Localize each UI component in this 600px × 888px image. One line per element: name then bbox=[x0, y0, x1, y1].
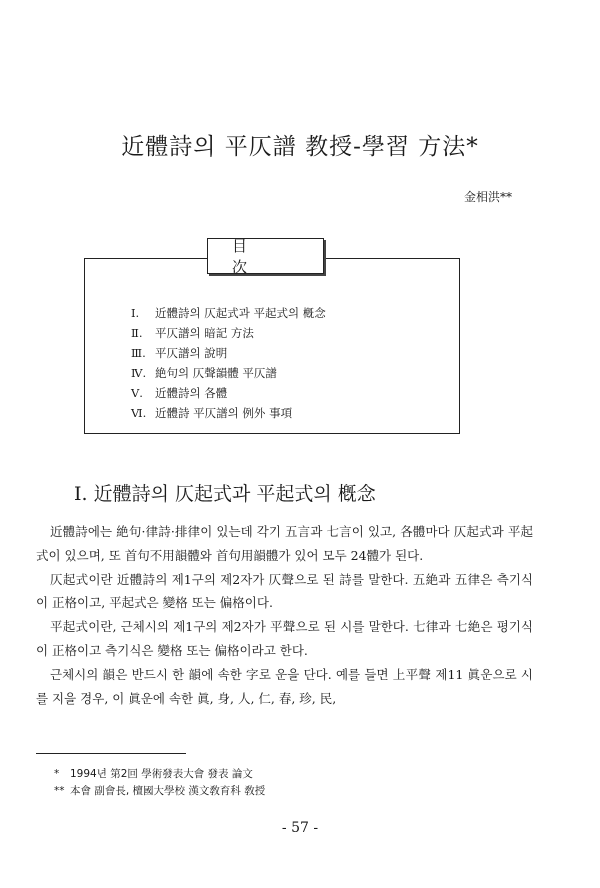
toc-item-text: 平仄譜의 說明 bbox=[155, 346, 228, 360]
toc-item-text: 近體詩의 各體 bbox=[155, 386, 228, 400]
toc-item bbox=[131, 343, 326, 363]
toc-item bbox=[131, 323, 326, 343]
footnote-mark: ** bbox=[54, 785, 65, 797]
toc-item-number: Ⅴ. bbox=[131, 386, 143, 400]
toc-heading: 目 次 bbox=[207, 238, 324, 274]
paragraph: 근체시의 韻은 반드시 한 韻에 속한 字로 운을 단다. 예를 들면 上平聲 제11 眞운으로 시를 지을 경우, 이 眞운에 속한 眞, 身, 人, 仁, 春, 珍, 民, bbox=[36, 666, 533, 706]
section-heading: Ⅰ. 近體詩의 仄起式과 平起式의 槪念 bbox=[74, 483, 376, 505]
toc-item bbox=[131, 403, 326, 423]
toc-item bbox=[131, 303, 326, 323]
toc-item-number: Ⅱ. bbox=[131, 326, 143, 340]
toc-item-text: 近體詩 平仄譜의 例外 事項 bbox=[155, 406, 293, 420]
toc-item-text: 絶句의 仄聲韻體 平仄譜 bbox=[155, 366, 277, 380]
toc-item bbox=[131, 363, 326, 383]
toc-item-text: 平仄譜의 暗記 方法 bbox=[155, 326, 254, 340]
footnote-divider bbox=[36, 753, 186, 754]
footnote-mark: * bbox=[54, 768, 60, 780]
footnote bbox=[54, 783, 265, 800]
toc-item-number: Ⅳ. bbox=[131, 366, 147, 380]
footnote-text: 本會 副會長, 檀國大學校 漢文敎育科 敎授 bbox=[70, 785, 266, 797]
paragraph: 平起式이란, 근체시의 제1구의 제2자가 平聲으로 된 시를 말한다. 七律과 七絶은 평기식이 正格이고 측기식은 變格 또는 偏格이라고 한다. bbox=[36, 619, 533, 658]
footnote-text: 1994년 第2回 學術發表大會 發表 論文 bbox=[70, 768, 253, 780]
author-name: 金相洪** bbox=[463, 190, 512, 204]
paragraph: 近體詩에는 絶句·律詩·排律이 있는데 각기 五言과 七言이 있고, 各體마다 仄起式과 平起式이 있으며, 또 首句不用韻體와 首句用韻體가 있어 모두 24體가 된다. bbox=[36, 524, 533, 563]
paragraph: 仄起式이란 近體詩의 제1구의 제2자가 仄聲으로 된 詩를 말한다. 五絶과 五律은 측기식이 正格이고, 平起式은 變格 또는 偏格이다. bbox=[36, 571, 533, 611]
page-number: - 57 - bbox=[281, 820, 319, 836]
toc-item bbox=[131, 383, 326, 403]
body-text bbox=[36, 520, 533, 710]
footnotes bbox=[54, 766, 265, 800]
toc-list bbox=[131, 303, 326, 423]
toc-item-number: Ⅲ. bbox=[131, 346, 146, 360]
paper-title: 近體詩의 平仄譜 教授-學習 方法* bbox=[121, 134, 479, 160]
toc-item-number: Ⅵ. bbox=[131, 406, 147, 420]
toc-item-number: Ⅰ. bbox=[131, 306, 140, 320]
footnote bbox=[54, 766, 265, 783]
toc-item-text: 近體詩의 仄起式과 平起式의 槪念 bbox=[155, 306, 326, 320]
